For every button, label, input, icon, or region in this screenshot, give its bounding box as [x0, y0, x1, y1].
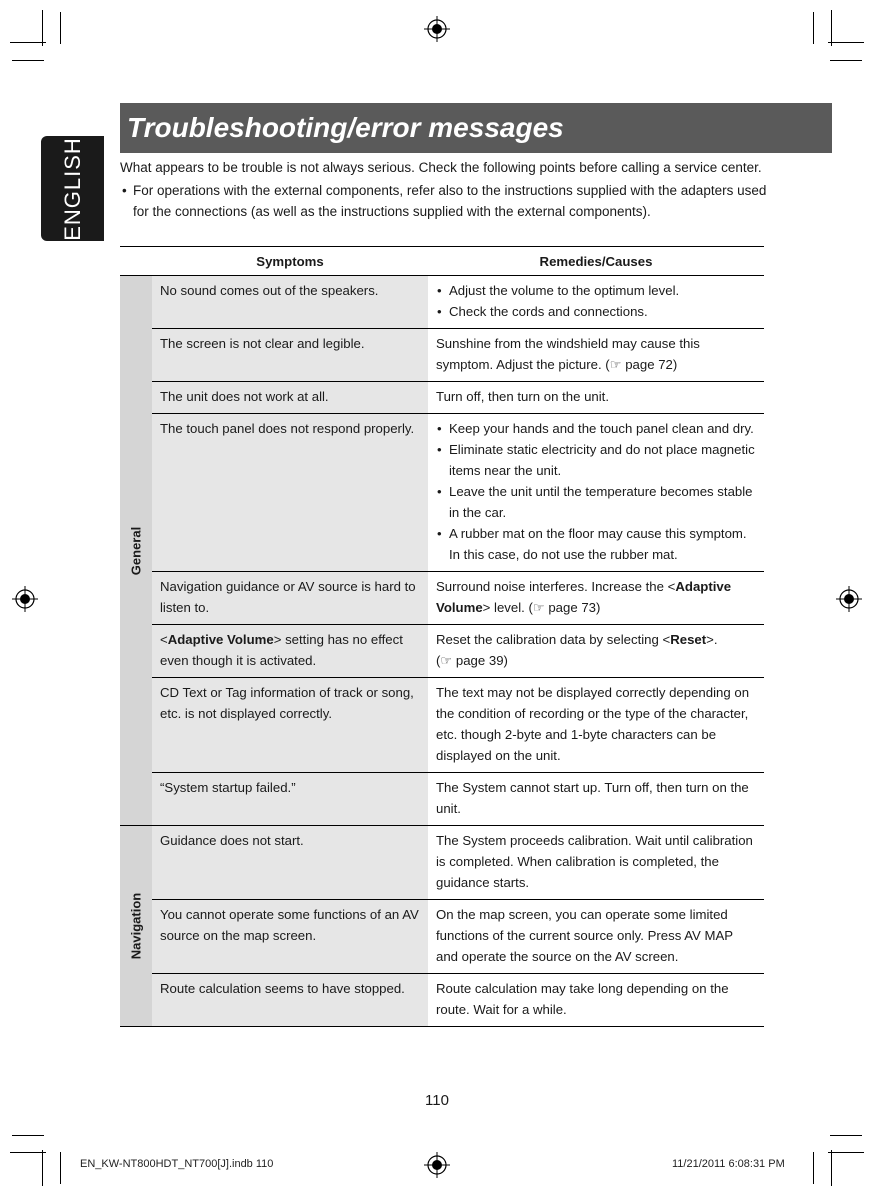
- remedy-cell: [428, 276, 764, 329]
- troubleshooting-table: [120, 246, 764, 1027]
- crop-mark: [12, 1135, 44, 1136]
- symptom-cell: [152, 625, 428, 678]
- remedy-setting-name: Adaptive Volume: [436, 579, 732, 615]
- remedy-cell: [428, 625, 764, 678]
- remedies-header: Remedies/Causes: [428, 247, 764, 276]
- remedy-bullet: • Eliminate static electricity and do not place magnetic items near the unit.: [436, 439, 756, 481]
- language-tab-label: ENGLISH: [59, 136, 85, 241]
- remedy-text: Surround noise interferes. Increase the <: [436, 579, 676, 594]
- category-label: Navigation: [128, 892, 144, 960]
- symptom-cell: You cannot operate some functions of an AV source on the map screen.: [152, 900, 428, 974]
- symptom-cell: CD Text or Tag information of track or song, etc. is not displayed correctly.: [152, 678, 428, 773]
- registration-mark-icon: [836, 586, 862, 612]
- remedy-bullet: • Check the cords and connections.: [436, 301, 756, 322]
- crop-mark: [10, 42, 46, 43]
- table-row: [120, 382, 764, 414]
- intro-bullet: • For operations with the external components, refer also to the instructions supplied with the adapters used for the connections (as well as the instructions supplied with the external components).: [120, 180, 770, 222]
- remedy-cell: [428, 572, 764, 625]
- crop-mark: [813, 1152, 814, 1184]
- registration-mark-icon: [12, 586, 38, 612]
- crop-mark: [10, 1152, 46, 1153]
- remedy-text: >.: [706, 632, 718, 647]
- table-row: [120, 276, 764, 329]
- category-general: [120, 276, 152, 826]
- symptom-cell: Route calculation seems to have stopped.: [152, 974, 428, 1027]
- intro-section: [120, 157, 770, 222]
- symptom-cell: Guidance does not start.: [152, 826, 428, 900]
- remedy-bullet: • A rubber mat on the floor may cause this symptom. In this case, do not use the rubber mat.: [436, 523, 756, 565]
- registration-mark-icon: [424, 16, 450, 42]
- symptom-cell: “System startup failed.”: [152, 773, 428, 826]
- table-row: [120, 678, 764, 773]
- crop-mark: [828, 42, 864, 43]
- page-title: Troubleshooting/error messages: [120, 103, 832, 153]
- symptom-text: <: [160, 632, 168, 647]
- symptom-cell: The screen is not clear and legible.: [152, 329, 428, 382]
- symptoms-header: Symptoms: [152, 247, 428, 276]
- remedy-cell: The text may not be displayed correctly depending on the condition of recording or the type of the character, etc. though 2-byte and 1-byte characters can be displayed on the unit.: [428, 678, 764, 773]
- table-row: [120, 329, 764, 382]
- intro-text: What appears to be trouble is not always serious. Check the following points before calling a service center.: [120, 160, 762, 175]
- crop-mark: [828, 1152, 864, 1153]
- registration-mark-icon: [424, 1152, 450, 1178]
- crop-mark: [60, 1152, 61, 1184]
- symptom-cell: The unit does not work at all.: [152, 382, 428, 414]
- table-row: [120, 773, 764, 826]
- remedy-bullet: • Keep your hands and the touch panel clean and dry.: [436, 418, 756, 439]
- crop-mark: [831, 1150, 832, 1186]
- category-label: General: [128, 526, 144, 575]
- table-row: [120, 572, 764, 625]
- remedy-cell: Sunshine from the windshield may cause this symptom. Adjust the picture. (☞ page 72): [428, 329, 764, 382]
- remedy-cell: The System proceeds calibration. Wait until calibration is completed. When calibration is completed, the guidance starts.: [428, 826, 764, 900]
- table-row: [120, 826, 764, 900]
- table-row: [120, 974, 764, 1027]
- remedy-cell: Route calculation may take long depending on the route. Wait for a while.: [428, 974, 764, 1027]
- remedy-cell: Turn off, then turn on the unit.: [428, 382, 764, 414]
- remedy-page-ref: (☞ page 39): [436, 653, 508, 668]
- footer-filename: EN_KW-NT800HDT_NT700[J].indb 110: [80, 1158, 274, 1170]
- symptom-cell: No sound comes out of the speakers.: [152, 276, 428, 329]
- crop-mark: [830, 1135, 862, 1136]
- table-row: [120, 625, 764, 678]
- symptom-cell: Navigation guidance or AV source is hard to listen to.: [152, 572, 428, 625]
- footer-datetime: 11/21/2011 6:08:31 PM: [672, 1158, 785, 1170]
- crop-mark: [42, 10, 43, 46]
- table-row: [120, 414, 764, 572]
- remedy-cell: On the map screen, you can operate some limited functions of the current source only. Press AV MAP and operate the source on the AV screen.: [428, 900, 764, 974]
- remedy-cell: [428, 414, 764, 572]
- crop-mark: [830, 60, 862, 61]
- remedy-setting-name: Reset: [670, 632, 707, 647]
- symptom-text: > setting has no effect even though it is activated.: [160, 632, 403, 668]
- category-navigation: [120, 826, 152, 1027]
- table-row: [120, 900, 764, 974]
- symptom-setting-name: Adaptive Volume: [167, 632, 274, 647]
- symptom-cell: The touch panel does not respond properly.: [152, 414, 428, 572]
- table-header-row: [120, 247, 764, 276]
- category-header: [120, 247, 152, 276]
- crop-mark: [42, 1150, 43, 1186]
- remedy-text: Reset the calibration data by selecting <: [436, 632, 671, 647]
- page-number: 110: [425, 1092, 449, 1109]
- crop-mark: [12, 60, 44, 61]
- crop-mark: [813, 12, 814, 44]
- remedy-cell: The System cannot start up. Turn off, then turn on the unit.: [428, 773, 764, 826]
- crop-mark: [60, 12, 61, 44]
- crop-mark: [831, 10, 832, 46]
- language-tab: [41, 136, 104, 241]
- remedy-bullet: • Leave the unit until the temperature becomes stable in the car.: [436, 481, 756, 523]
- remedy-text: > level. (☞ page 73): [482, 600, 601, 615]
- remedy-bullet: • Adjust the volume to the optimum level.: [436, 280, 756, 301]
